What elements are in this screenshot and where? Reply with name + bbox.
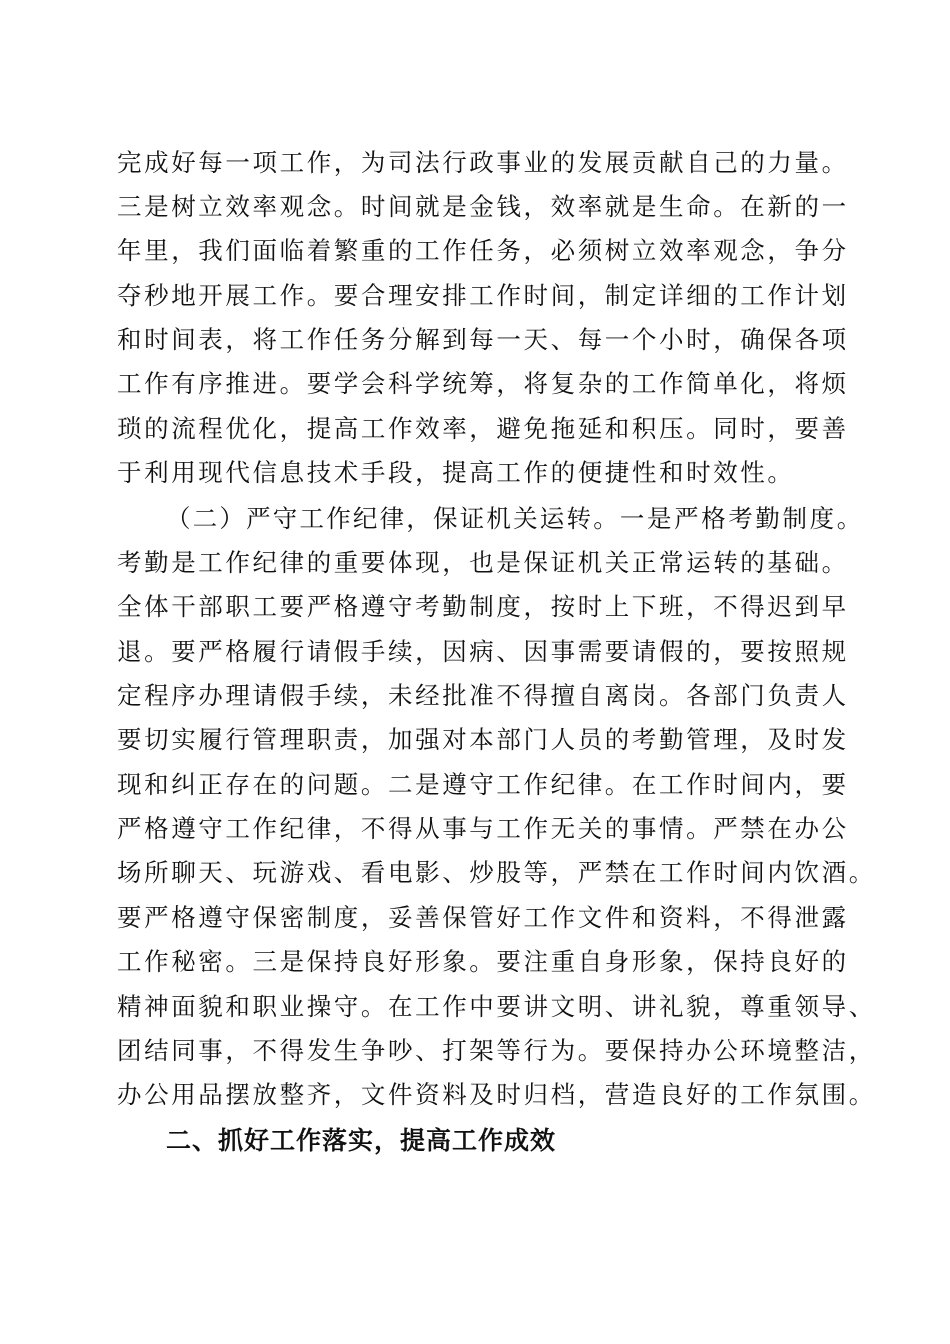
paragraph-lead-heading: （二）严守工作纪律，保证机关运转。 — [166, 504, 620, 533]
body-text-line: 考勤是工作纪律的重要体现，也是保证机关正常运转的基础。 — [117, 548, 849, 577]
body-text-line: 场所聊天、玩游戏、看电影、炒股等，严禁在工作时间内饮酒。 — [117, 858, 876, 887]
body-text-line: 退。要严格履行请假手续，因病、因事需要请假的，要按照规 — [117, 637, 849, 666]
body-text-line: 现和纠正存在的问题。二是遵守工作纪律。在工作时间内，要 — [117, 770, 849, 799]
body-text-line: 团结同事，不得发生争吵、打架等行为。要保持办公环境整洁， — [117, 1036, 876, 1065]
paragraph-first-line — [166, 502, 906, 536]
section-heading: 二、抓好工作落实，提高工作成效 — [166, 1126, 557, 1155]
body-text-line: 年里，我们面临着繁重的工作任务，必须树立效率观念，争分 — [117, 236, 849, 265]
body-text-line: 夺秒地开展工作。要合理安排工作时间，制定详细的工作计划 — [117, 281, 849, 310]
body-text-line: 定程序办理请假手续，未经批准不得擅自离岗。各部门负责人 — [117, 681, 849, 710]
body-text-line: 完成好每一项工作，为司法行政事业的发展贡献自己的力量。 — [117, 148, 849, 177]
body-text-line: 全体干部职工要严格遵守考勤制度，按时上下班，不得迟到早 — [117, 592, 849, 621]
body-text-line: 和时间表，将工作任务分解到每一天、每一个小时，确保各项 — [117, 325, 849, 354]
body-text-line: 要切实履行管理职责，加强对本部门人员的考勤管理，及时发 — [117, 725, 849, 754]
body-text-line: 琐的流程优化，提高工作效率，避免拖延和积压。同时，要善 — [117, 414, 849, 443]
body-text-line: 精神面貌和职业操守。在工作中要讲文明、讲礼貌，尊重领导、 — [117, 992, 876, 1021]
body-text-line: 于利用现代信息技术手段，提高工作的便捷性和时效性。 — [117, 458, 795, 487]
body-text-line: 工作秘密。三是保持良好形象。要注重自身形象，保持良好的 — [117, 947, 849, 976]
paragraph-first-line-rest: 一是严格考勤制度。 — [619, 504, 864, 533]
body-text-line: 要严格遵守保密制度，妥善保管好工作文件和资料，不得泄露 — [117, 903, 849, 932]
body-text-line: 办公用品摆放整齐，文件资料及时归档，营造良好的工作氛围。 — [117, 1080, 876, 1109]
body-text-line: 三是树立效率观念。时间就是金钱，效率就是生命。在新的一 — [117, 192, 849, 221]
body-text-line: 严格遵守工作纪律，不得从事与工作无关的事情。严禁在办公 — [117, 814, 849, 843]
body-text-line: 工作有序推进。要学会科学统筹，将复杂的工作简单化，将烦 — [117, 369, 849, 398]
